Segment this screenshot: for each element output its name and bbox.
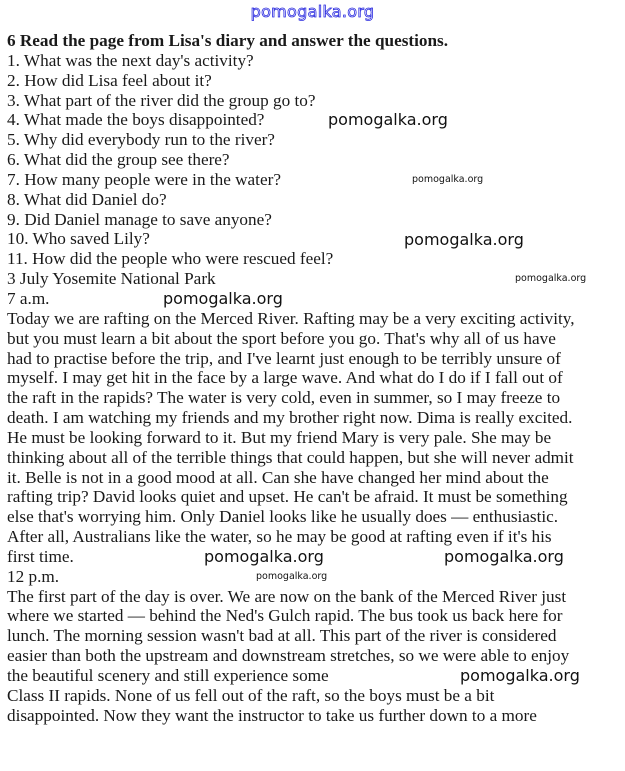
diary-page [7, 31, 619, 726]
question: 8. What did Daniel do? [7, 189, 167, 209]
diary-line: the raft in the rapids? The water is very cold, even in summer, so I may freeze to [7, 388, 561, 408]
diary-line: easier than both the upstream and downstream stretches, so we were able to enjoy [7, 646, 570, 666]
diary-line: else that's worrying him. Only Daniel looks like he usually does — enthusiastic. [7, 507, 559, 527]
diary-line: He must be looking forward to it. But my friend Mary is very pale. She may be [7, 427, 552, 447]
diary-line: had to practise before the trip, and I've learnt just enough to be terribly unsure of [7, 348, 561, 368]
diary-line: but you must learn a bit about the sport before you go. That's why all of us have [7, 328, 556, 348]
exercise-heading: 6 Read the page from Lisa's diary and answer the questions. [7, 31, 449, 50]
watermark: pomogalka.org [256, 571, 328, 582]
diary-line: the beautiful scenery and still experience some [7, 666, 329, 685]
question: 1. What was the next day's activity? [7, 50, 254, 70]
question: 6. What did the group see there? [7, 150, 230, 170]
site-watermark-top: pomogalka.org [250, 2, 375, 21]
watermark: pomogalka.org [515, 273, 587, 285]
diary-line: where we started — behind the Ned's Gulch rapid. The bus took us back here for [7, 606, 563, 626]
diary-line: death. I am watching my friends and my brother right now. Dima is really excited. [7, 408, 573, 428]
diary-line: myself. I may get hit in the face by a large wave. And what do I do if I fall out of [7, 368, 563, 388]
watermark: pomogalka.org [328, 110, 448, 130]
watermark: pomogalka.org [163, 289, 283, 309]
diary-line: The first part of the day is over. We are now on the bank of the Merced River just [7, 586, 567, 606]
diary-time: 7 a.m. [7, 288, 50, 308]
question: 11. How did the people who were rescued feel? [7, 249, 334, 269]
diary-line: Today we are rafting on the Merced River. Rafting may be a very exciting activity, [7, 308, 575, 328]
diary-line: it. Belle is not in a good mood at all. Can she have changed her mind about the [7, 467, 549, 487]
question: 4. What made the boys disappointed? [7, 110, 265, 130]
diary-line: thinking about all of the terrible things that could happen, but she will never admit [7, 447, 574, 467]
question: 7. How many people were in the water? [7, 169, 281, 189]
watermark: pomogalka.org [444, 547, 564, 567]
watermark: pomogalka.org [460, 666, 580, 686]
question: 2. How did Lisa feel about it? [7, 70, 212, 90]
question: 5. Why did everybody run to the river? [7, 130, 275, 150]
question: 10. Who saved Lily? [7, 229, 150, 249]
question: 9. Did Daniel manage to save anyone? [7, 209, 272, 229]
diary-date: 3 July Yosemite National Park [7, 269, 216, 289]
diary-line: lunch. The morning session wasn't bad at all. This part of the river is considered [7, 626, 557, 646]
watermark: pomogalka.org [412, 174, 484, 185]
diary-line: After all, Australians like the water, so he may be good at rafting even if it's his [7, 527, 552, 547]
diary-line: first time. [7, 546, 74, 566]
watermark: pomogalka.org [404, 229, 524, 249]
diary-line: Class II rapids. None of us fell out of the raft, so the boys must be a bit [7, 685, 495, 705]
watermark: pomogalka.org [204, 547, 324, 567]
diary-line: disappointed. Now they want the instructor to take us further down to a more [7, 705, 537, 725]
diary-time: 12 p.m. [7, 566, 60, 586]
question: 3. What part of the river did the group go to? [7, 90, 316, 110]
diary-line: rafting trip? David looks quiet and upset. He can't be afraid. It must be something [7, 487, 568, 507]
